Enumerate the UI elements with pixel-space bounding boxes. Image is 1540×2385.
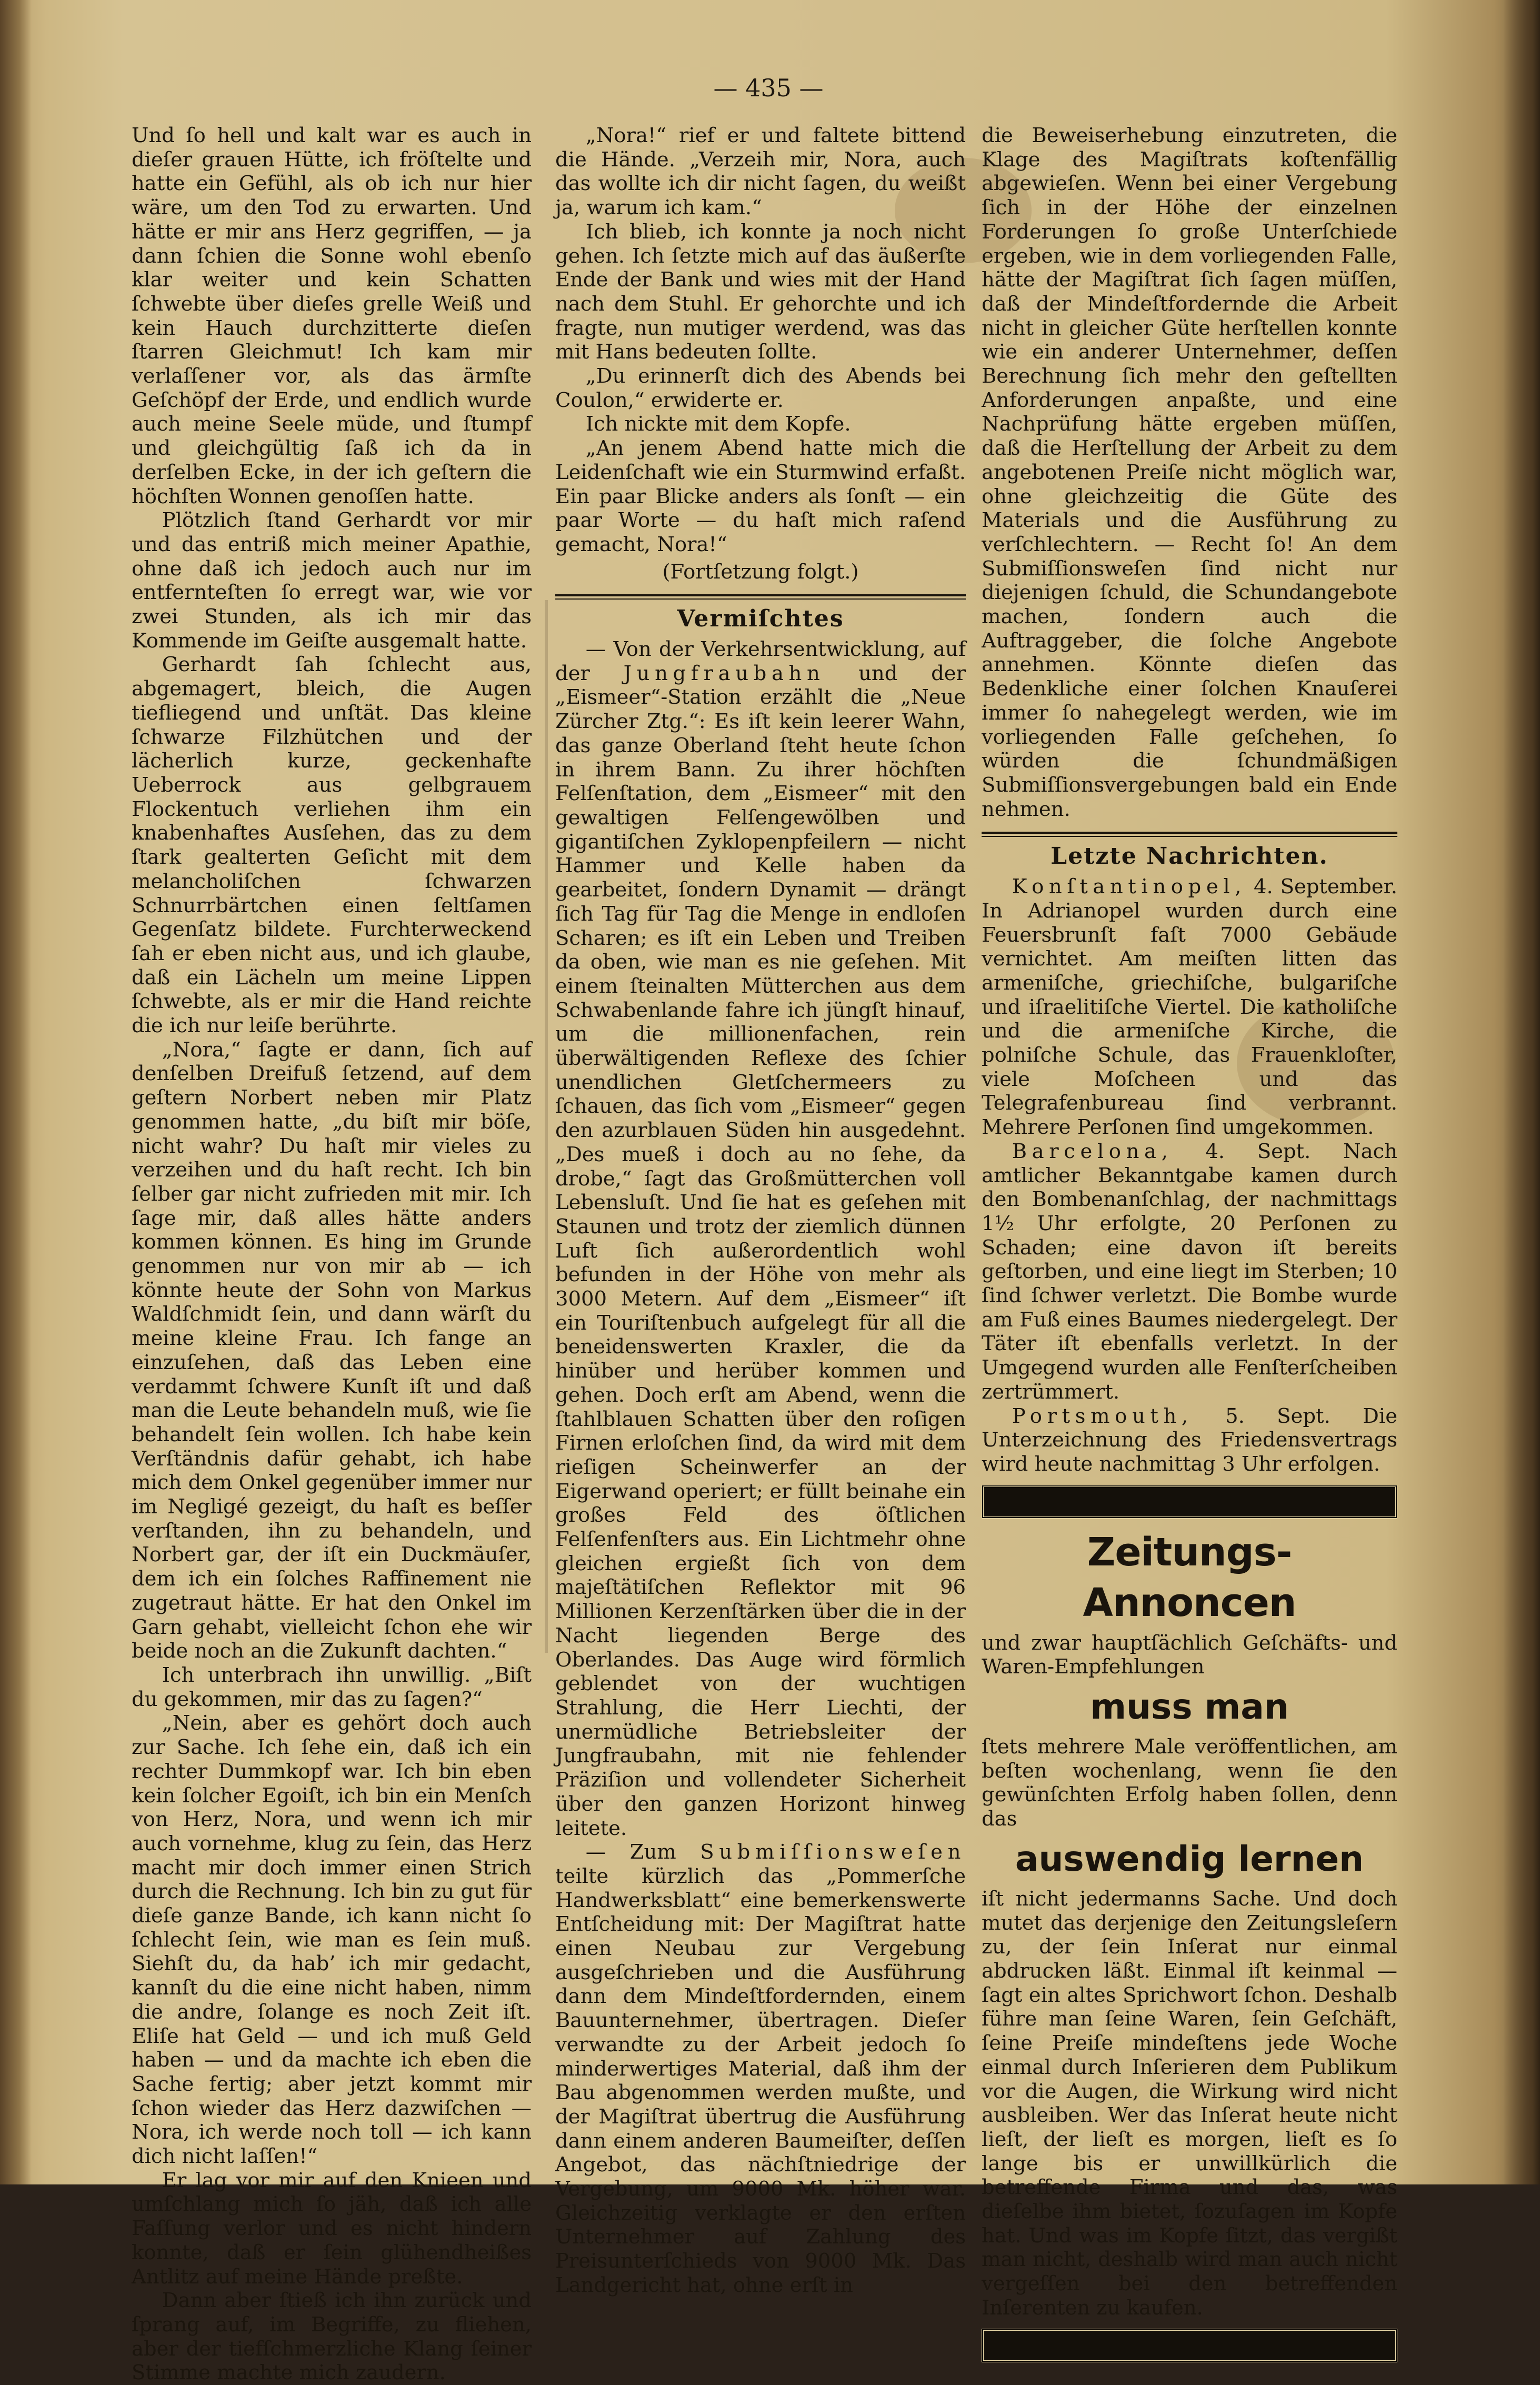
article-body: und der „Eismeer“-Station erzählt die „Neue Zürcher Ztg.“: Es iſt kein leerer Wahn, das ganze Oberland ſteht heute ſchon in ihrem Bann. Zu ihrer höchſten Felſenſtation, dem „Eismeer“ mit den gewaltigen Felſengewölben und gigantiſchen Zyklopenpfeilern — nicht Hammer und Kelle haben da gearbeitet, ſondern Dynamit — drängt ſich Tag für Tag die Menge in endloſen Scharen; es iſt ein Leben und Treiben da oben, wie man es nie geſehen. Mit einem ſteinalten Mütterchen aus dem Schwabenlande fahre ich jüngſt hinauf, um die millionenfachen, rein überwältigenden Reflexe des ſchier unendlichen Gletſchermeers zu ſchauen, das ſich vom „Eismeer“ gegen den azurblauen Süden hin ausgedehnt. „Des mueß i doch au no ſehe, da drobe,“ ſagt das Großmütterchen voll Lebensluſt. Und ſie hat es geſehen mit Staunen und trotz der ziemlich dünnen Luft ſich außerordentlich wohl befunden in der Höhe von mehr als 3000 Metern. Auf dem „Eismeer“ iſt ein Touriſtenbuch aufgelegt für all die beneidenswerten Kraxler, die da hinüber und herüber kommen und gehen. Doch erſt am Abend, wenn die ſtahlblauen Schatten über den roſigen Firnen erloſchen ſind, da wird mit dem rieſigen Scheinwerfer an der Eigerwand operiert; er füllt beinahe ein großes Feld des öſtlichen Felſenfenſters aus. Ein Lichtmehr ohne gleichen ergießt ſich von dem majeſtätiſchen Reflektor mit 96 Millionen Kerzenſtärken über die in der Nacht liegenden Berge des Oberlandes. Das Auge wird förmlich geblendet von der wuchtigen Strahlung, die Herr Liechti, der unermüdliche Betriebsleiter der Jungfraubahn, mit nie fehlender Präziſion und vollendeter Sicherheit über den ganzen Horizont hinweg leitete.	[555, 661, 966, 1840]
news-item	[982, 1404, 1397, 1476]
story-paragraph: „Nora!“ rief er und faltete bittend die Hände. „Verzeih mir, Nora, auch das wollte ich dir nicht ſagen, du weißt ja, warum ich kam.“	[555, 124, 966, 220]
article-paragraph: — Zum Submiſſionsweſen teilte kürzlich das „Pommerſche Handwerksblatt“ eine bemerkenswerte Entſcheidung mit: Der Magiſtrat hatte einen Neubau zur Vergebung ausgeſchrieben und die Ausführung dann dem Mindeſtfordernden, einem Bauunternehmer, übertragen. Dieſer verwandte zu der Arbeit jedoch ſo minderwertiges Material, daß ihm der Bau abgenommen werden mußte, und der Magiſtrat übertrug die Ausführung dann einem anderen Baumeiſter, deſſen Angebot, das nächſtniedrige der Vergebung, um 9000 Mk. höher war. Gleichzeitig verklagte er den erſten Unternehmer auf Zahlung des Preisunterſchieds von 9000 Mk. Das Landgericht hat, ohne erſt in	[555, 1840, 966, 2297]
column-news-ads	[982, 124, 1397, 2371]
ad-border-top	[982, 1485, 1397, 1519]
news-text: 4. September. In Adrianopel wurden durch eine Feuersbrunſt faſt 7000 Gebäude vernichtet. Am meiſten litten das armeniſche, griechiſche, bulgariſche und iſraelitiſche Viertel. Die katholiſche und die armeniſche Kirche, die polniſche Schule, das Frauenkloſter, viele Moſcheen und das Telegrafenbureau ſind verbrannt. Mehrere Perſonen ſind umgekommen.	[982, 875, 1397, 1140]
column-miscellany	[555, 124, 966, 2298]
ad-emphasis: muss man	[1090, 1687, 1289, 1728]
article-body: teilte kürzlich das „Pommerſche Handwerksblatt“ eine bemerkenswerte Entſcheidung mit: Der Magiſtrat hatte einen Neubau zur Vergebung ausgeſchrieben und die Ausführung dann dem Mindeſtfordernden, einem Bauunternehmer, übertragen. Dieſer verwandte zu der Arbeit jedoch ſo minderwertiges Material, daß ihm der Bau abgenommen werden mußte, und der Magiſtrat übertrug die Ausführung dann einem anderen Baumeiſter, deſſen Angebot, das nächſtniedrige der Vergebung, um 9000 Mk. höher war. Gleichzeitig verklagte er den erſten Unternehmer auf Zahlung des Preisunterſchieds von 9000 Mk. Das Landgericht hat, ohne erſt in	[555, 1864, 966, 2297]
news-heading: Letzte Nachrichten.	[1051, 843, 1328, 870]
story-paragraph: Ich blieb, ich konnte ja noch nicht gehen. Ich ſetzte mich auf das äußerſte Ende der Bank und wies mit der Hand nach dem Stuhl. Er gehorchte und ich fragte, nun mutiger werdend, was das mit Hans bedeuten ſollte.	[555, 219, 966, 364]
story-paragraph: Ich nickte mit dem Kopfe.	[585, 412, 851, 436]
article-lead: Von der Verkehrsentwicklung, auf der	[555, 637, 966, 685]
column-fold	[545, 600, 548, 1653]
news-place: Portsmouth,	[1012, 1404, 1193, 1428]
story-paragraph: „Nein, aber es gehört doch auch zur Sache. Ich ſehe ein, daß ich ein rechter Dummkopf war. Ich bin eben kein ſolcher Egoiſt, ich bin ein Menſch von Herz, Nora, und wenn ich mir auch vornehme, klug zu ſein, das Herz macht mir doch immer einen Strich durch die Rechnung. Ich bin zu gut für dieſe ganze Bande, ich kann nicht ſo ſchlecht ſein, wie man es ſein muß. Siehſt du, da hab’ ich mir gedacht, kannſt du die eine nicht haben, nimm die andre, ſolange es noch Zeit iſt. Eliſe hat Geld — und ich muß Geld haben — und da machte ich eben die Sache fertig; aber jetzt kommt mir ſchon wieder das Herz dazwiſchen — Nora, ich werde noch toll — ich kann dich nicht laſſen!“	[132, 1711, 532, 2169]
story-paragraph: Gerhardt ſah ſchlecht aus, abgemagert, bleich, die Augen tiefliegend und unſtät. Das kleine ſchwarze Filzhütchen und der lächerlich kurze, geckenhafte Ueberrock aus gelbgrauem Flockentuch verliehen ihm ein knabenhaftes Ausſehen, das zu dem ſtark gealterten Geſicht mit dem melancholiſchen ſchwarzen Schnurrbärtchen einen ſeltſamen Gegenſatz bildete. Furchterweckend ſah er eben nicht aus, und ich glaube, daß ein Lächeln um meine Lippen ſchwebte, als er mir die Hand reichte die ich nur leiſe berührte.	[132, 653, 532, 1038]
section-divider	[555, 594, 966, 600]
ad-border-bottom	[982, 2329, 1397, 2362]
article-paragraph: die Beweiserhebung einzutreten, die Klage des Magiſtrats koſtenfällig abgewieſen. Wenn bei einer Vergebung ſich in der Höhe der einzelnen Forderungen ſo große Unterſchiede ergeben, wie in dem vorliegenden Falle, hätte der Magiſtrat ſich ſagen müſſen, daß der Mindeſtfordernde die Arbeit nicht in gleicher Güte herſtellen konnte wie ein anderer Unternehmer, deſſen Berechnung ſich mehr den geſtellten Anforderungen anpaßte, und eine Nachprüfung hätte ergeben müſſen, daß die Herſtellung der Arbeit zu dem angebotenen Preiſe nicht möglich war, ohne gleichzeitig die Güte des Materials und die Ausführung zu verſchlechtern. — Recht ſo! An dem Submiſſionsweſen ſind nicht nur diejenigen ſchuld, die Schundangebote machen, ſondern auch die Auftraggeber, die ſolche Angebote annehmen. Könnte dieſen das Bedenkliche einer ſolchen Knauſerei immer ſo nahegelegt werden, wie im vorliegenden Falle geſchehen, ſo würden die ſchundmäßigen Submiſſionsvergebungen bald ein Ende nehmen.	[982, 124, 1397, 821]
article-keyword: Submiſſionsweſen	[700, 1840, 966, 1864]
ad-title: Zeitungs-Annoncen	[1083, 1529, 1296, 1625]
news-item	[982, 1140, 1397, 1404]
story-paragraph: „Nora,“ ſagte er dann, ſich auf denſelben Dreifuß ſetzend, auf dem geſtern Norbert neben mir Platz genommen hatte, „du biſt mir böſe, nicht wahr? Du haſt mir vieles zu verzeihen und du haſt recht. Ich bin ſelber gar nicht zufrieden mit mir. Ich ſage mir, daß alles hätte anders kommen können. Es hing im Grunde genommen nur von mir ab — ich könnte heute der Sohn von Markus Waldſchmidt ſein, und dann wärſt du meine kleine Frau. Ich fange an einzuſehen, daß das Leben eine verdammt ſchwere Kunſt iſt und daß man die Leute behandeln muß, wie ſie behandelt ſein wollen. Ich habe kein Verſtändnis dafür gehabt, ich habe mich dem Onkel gegenüber immer nur im Negligé gezeigt, du haſt es beſſer verſtanden, ihn zu behandeln, und Norbert gar, der iſt ein Duckmäuſer, dem ich ein ſolches Raffinement nie zugetraut hätte. Er hat den Onkel im Garn gehabt, vielleicht ſchon ehe wir beide noch an die Zukunft dachten.“	[132, 1037, 532, 1663]
news-place: Barcelona,	[1012, 1139, 1173, 1163]
news-text: 5. Sept. Die Unterzeichnung des Friedensvertrags wird heute nachmittag 3 Uhr erfolgen.	[982, 1404, 1397, 1476]
book-spine-shadow	[0, 0, 32, 2184]
page-number: — 435 —	[713, 74, 824, 102]
article-paragraph: — Von der Verkehrsentwicklung, auf der Jungfraubahn und der „Eismeer“-Station erzählt die „Neue Zürcher Ztg.“: Es iſt kein leerer Wahn, das ganze Oberland ſteht heute ſchon in ihrem Bann. Zu ihrer höchſten Felſenſtation, dem „Eismeer“ mit den gewaltigen Felſengewölben und gigantiſchen Zyklopenpfeilern — nicht Hammer und Kelle haben da gearbeitet, ſondern Dynamit — drängt ſich Tag für Tag die Menge in endloſen Scharen; es iſt ein Leben und Treiben da oben, wie man es nie geſehen. Mit einem ſteinalten Mütterchen aus dem Schwabenlande fahre ich jüngſt hinauf, um die millionenfachen, rein überwältigenden Reflexe des ſchier unendlichen Gletſchermeers zu ſchauen, das ſich vom „Eismeer“ gegen den azurblauen Süden hin ausgedehnt. „Des mueß i doch au no ſehe, da drobe,“ ſagt das Großmütterchen voll Lebensluſt. Und ſie hat es geſehen mit Staunen und trotz der ziemlich dünnen Luft ſich außerordentlich wohl befunden in der Höhe von mehr als 3000 Metern. Auf dem „Eismeer“ iſt ein Touriſtenbuch aufgelegt für all die beneidenswerten Kraxler, die da hinüber und herüber kommen und gehen. Doch erſt am Abend, wenn die ſtahlblauen Schatten über den roſigen Firnen erloſchen ſind, da wird mit dem rieſigen Scheinwerfer an der Eigerwand operiert; er füllt beinahe ein großes Feld des öſtlichen Felſenfenſters aus. Ein Lichtmehr ohne gleichen ergießt ſich von dem majeſtätiſchen Reflektor mit 96 Millionen Kerzenſtärken über die in der Nacht liegenden Berge des Oberlandes. Das Auge wird förmlich geblendet von der wuchtigen Strahlung, die Herr Liechti, der unermüdliche Betriebsleiter der Jungfraubahn, mit nie fehlender Präziſion und vollendeter Sicherheit über den ganzen Horizont hinweg leitete.	[555, 637, 966, 1840]
story-paragraph: „An jenem Abend hatte mich die Leidenſchaft wie ein Sturmwind erfaßt. Ein paar Blicke anders als ſonſt — ein paar Worte — du haſt mich raſend gemacht, Nora!“	[555, 436, 966, 556]
section-heading: Vermiſchtes	[677, 605, 844, 633]
ad-text: ſtets mehrere Male veröffentlichen, am beſten wochenlang, wenn ſie den gewünſchten Erfolg haben ſollen, denn das	[982, 1735, 1397, 1831]
story-paragraph: „Du erinnerſt dich des Abends bei Coulon,“ erwiderte er.	[555, 364, 966, 412]
news-text: 4. Sept. Nach amtlicher Bekanntgabe kamen durch den Bombenanſchlag, der nachmittags 1½ Uhr erfolgte, 20 Perſonen zu Schaden; eine davon iſt bereits geſtorben, und eine liegt im Sterben; 10 ſind ſchwer verletzt. Die Bombe wurde am Fuß eines Baumes niedergelegt. Der Täter iſt ebenfalls verletzt. In der Umgegend wurden alle Fenſterſcheiben zertrümmert.	[982, 1139, 1397, 1404]
ad-text: und zwar hauptſächlich Geſchäfts- und Waren-Empfehlungen	[982, 1631, 1397, 1679]
page-edge-shadow	[1503, 0, 1540, 2184]
story-paragraph: Ich unterbrach ihn unwillig. „Biſt du gekommen, mir das zu ſagen?“	[132, 1663, 532, 1711]
story-paragraph: Er lag vor mir auf den Knieen und umſchlang mich ſo jäh, daß ich alle Faſſung verlor und es nicht hindern konnte, daß er ſein glühendheißes Antlitz auf meine Hände preßte.	[132, 2168, 532, 2289]
article-lead: Zum	[629, 1840, 676, 1864]
news-place: Konſtantinopel,	[1012, 875, 1247, 899]
story-paragraph: Plötzlich ſtand Gerhardt vor mir und das entriß mich meiner Apathie, ohne daß ich jedoch auch nur im entfernteſten ſo erregt war, wie vor zwei Stunden, als ich mir das Kommende im Geiſte ausgemalt hatte.	[132, 508, 532, 653]
story-paragraph: Und ſo hell und kalt war es auch in dieſer grauen Hütte, ich fröſtelte und hatte ein Gefühl, als ob ich nur hier wäre, um den Tod zu erwarten. Und hätte er mir ans Herz gegriffen, — ja dann ſchien die Sonne wohl ebenſo klar weiter und kein Schatten ſchwebte über dieſes grelle Weiß und kein Hauch durchzitterte dieſen ſtarren Gleichmut! Ich kam mir verlaſſener vor, als das ärmſte Geſchöpf der Erde, und endlich wurde auch meine Seele müde, und ſtumpf und gleichgültig ſaß ich da in derſelben Ecke, in der ich geſtern die höchſten Wonnen genoſſen hatte.	[132, 124, 532, 508]
ad-text: iſt nicht jedermanns Sache. Und doch mutet das derjenige den Zeitungsleſern zu, der ſein Inſerat nur einmal abdrucken läßt. Einmal iſt keinmal — ſagt ein altes Sprichwort ſchon. Deshalb führe man ſeine Waren, ſein Geſchäft, ſeine Preiſe mindeſtens jede Woche einmal durch Inſerieren dem Publikum vor die Augen, die Wirkung wird nicht ausbleiben. Wer das Inſerat heute nicht lieſt, der lieſt es morgen, lieſt es ſo lange bis er unwillkürlich die betreffende Firma und das, was dieſelbe ihm bietet, ſozuſagen im Kopfe hat. Und was im Kopfe ſitzt, das vergißt man nicht, deshalb wird man auch nicht vergeſſen bei den betreffenden Inſerenten zu kaufen.	[982, 1887, 1397, 2320]
column-story	[132, 124, 532, 2385]
story-paragraph: Dann aber ſtieß ich ihn zurück und ſprang auf, im Begriffe, zu fliehen, aber der tiefſchmerzliche Klang ſeiner Stimme machte mich zaudern.	[132, 2289, 532, 2385]
continuation-note: (Fortſetzung folgt.)	[662, 560, 859, 584]
ad-emphasis: auswendig lernen	[1015, 1838, 1364, 1879]
article-keyword: Jungfraubahn	[623, 661, 825, 685]
news-item	[982, 875, 1397, 1140]
section-divider	[982, 832, 1397, 837]
